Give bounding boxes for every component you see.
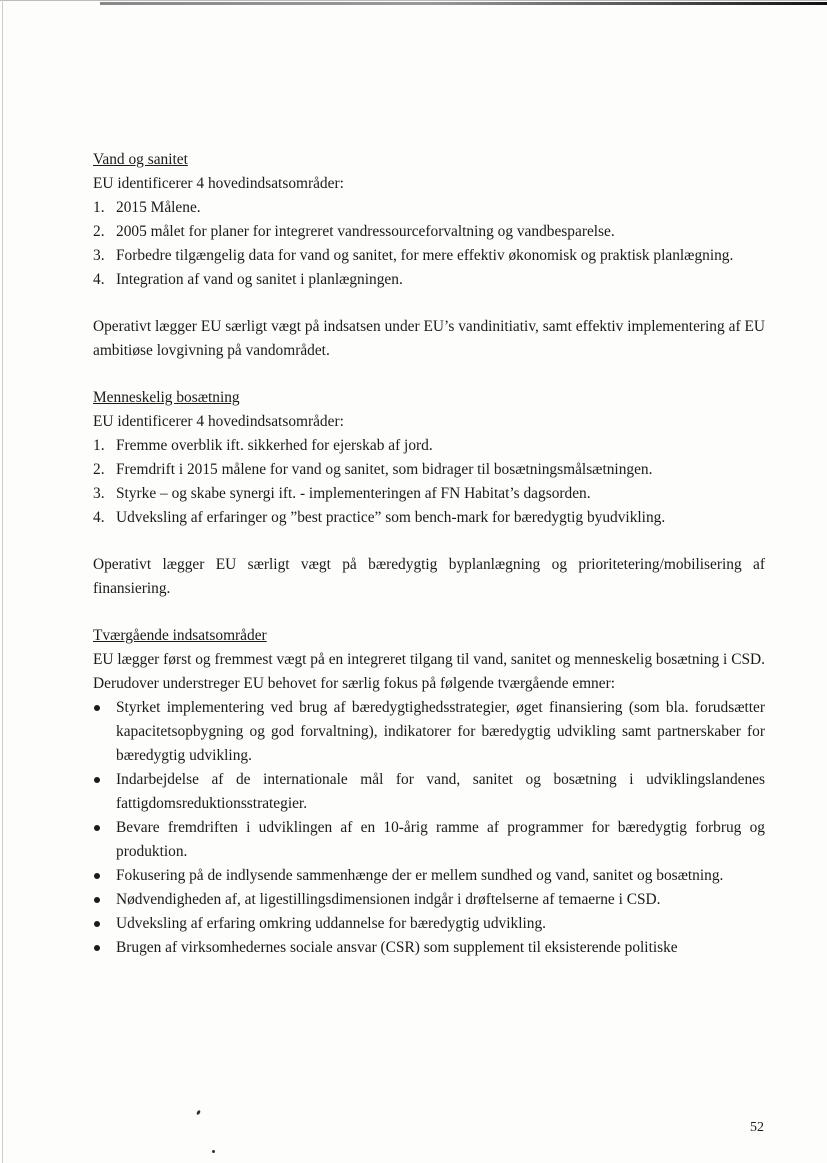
section-intro: EU lægger først og fremmest vægt på en integreret tilgang til vand, sanitet og menneskelig bosætning i CSD. Derudover understreger EU behovet for særlig fokus på følgende tværgående emner: [93,651,765,692]
list-item [93,220,765,244]
section-intro: EU identificerer 4 hovedindsatsområder: [93,175,344,192]
list-number: 3. [93,485,105,502]
scan-edge-left [2,0,3,1163]
list-number: 3. [93,247,105,264]
list-item [93,458,765,482]
bullet-item [93,768,765,816]
list-item-text: Fremdrift i 2015 målene for vand og sanitet, som bidrager til bosætningsmålsætningen. [116,461,653,478]
list-item [93,244,765,268]
section-intro: EU identificerer 4 hovedindsatsområder: [93,413,344,430]
section-heading: Vand og sanitet [93,151,188,168]
list-number: 1. [93,437,105,454]
numbered-list [93,434,765,530]
list-item-text: Integration af vand og sanitet i planlægningen. [116,271,403,288]
bullet-icon [94,897,100,903]
section-human-settlement [93,386,765,601]
bullet-icon [94,705,100,711]
list-item [93,482,765,506]
bullet-icon [94,777,100,783]
list-number: 2. [93,223,105,240]
section-closing: Operativt lægger EU særligt vægt på indsatsen under EU’s vandinitiativ, samt effektiv implementering af EU ambitiøse lovgivning på vandområdet. [93,318,765,359]
bullet-item [93,816,765,864]
bullet-text: Indarbejdelse af de internationale mål for vand, sanitet og bosætning i udviklingslandenes fattigdomsreduktionsstrategier. [116,771,765,812]
bullet-item [93,888,765,912]
document-body [93,148,765,960]
page-number: 52 [750,1120,764,1135]
list-item-text: 2005 målet for planer for integreret vandressourceforvaltning og vandbesparelse. [116,223,615,240]
numbered-list [93,196,765,292]
bullet-item [93,864,765,888]
bullet-text: Brugen af virksomhedernes sociale ansvar (CSR) som supplement til eksisterende politiske [116,939,678,956]
section-water-sanitation [93,148,765,363]
section-heading: Tværgående indsatsområder [93,627,267,644]
scan-edge-top [0,0,827,1]
section-heading: Menneskelig bosætning [93,389,240,406]
bullet-item [93,912,765,936]
bullet-list [93,696,765,960]
bullet-text: Bevare fremdriften i udviklingen af en 10-årig ramme af programmer for bæredygtig forbrug og produktion. [116,819,765,860]
bullet-text: Styrket implementering ved brug af bæredygtighedsstrategier, øget finansiering (som bla. forudsætter kapacitetsopbygning og god forvaltning), indikatorer for bæredygtig udvikling samt partnerskaber for bæredygtig udvikling. [116,699,765,764]
list-item-text: Udveksling af erfaringer og ”best practice” som bench-mark for bæredygtig byudvikling. [116,509,666,526]
list-item-text: 2015 Målene. [116,199,201,216]
list-item [93,196,765,220]
scan-speck [212,1150,215,1153]
list-item [93,506,765,530]
section-closing: Operativt lægger EU særligt vægt på bæredygtig byplanlægning og prioritetering/mobilisering af finansiering. [93,556,765,597]
bullet-item [93,936,765,960]
bullet-text: Fokusering på de indlysende sammenhænge der er mellem sundhed og vand, sanitet og bosætning. [116,867,724,884]
section-cross-cutting [93,624,765,960]
bullet-icon [94,825,100,831]
list-item [93,434,765,458]
list-item-text: Styrke – og skabe synergi ift. - implementeringen af FN Habitat’s dagsorden. [116,485,591,502]
list-item [93,268,765,292]
bullet-text: Nødvendigheden af, at ligestillingsdimensionen indgår i drøftelserne af temaerne i CSD. [116,891,661,908]
list-number: 4. [93,271,105,288]
bullet-text: Udveksling af erfaring omkring uddannelse for bæredygtig udvikling. [116,915,546,932]
list-number: 1. [93,199,105,216]
bullet-icon [94,921,100,927]
list-item-text: Forbedre tilgængelig data for vand og sanitet, for mere effektiv økonomisk og praktisk planlægning. [116,247,734,264]
bullet-item [93,696,765,768]
list-item-text: Fremme overblik ift. sikkerhed for ejerskab af jord. [116,437,433,454]
list-number: 2. [93,461,105,478]
scan-top-line [100,2,827,5]
scan-speck [196,1110,201,1116]
bullet-icon [94,945,100,951]
list-number: 4. [93,509,105,526]
bullet-icon [94,873,100,879]
